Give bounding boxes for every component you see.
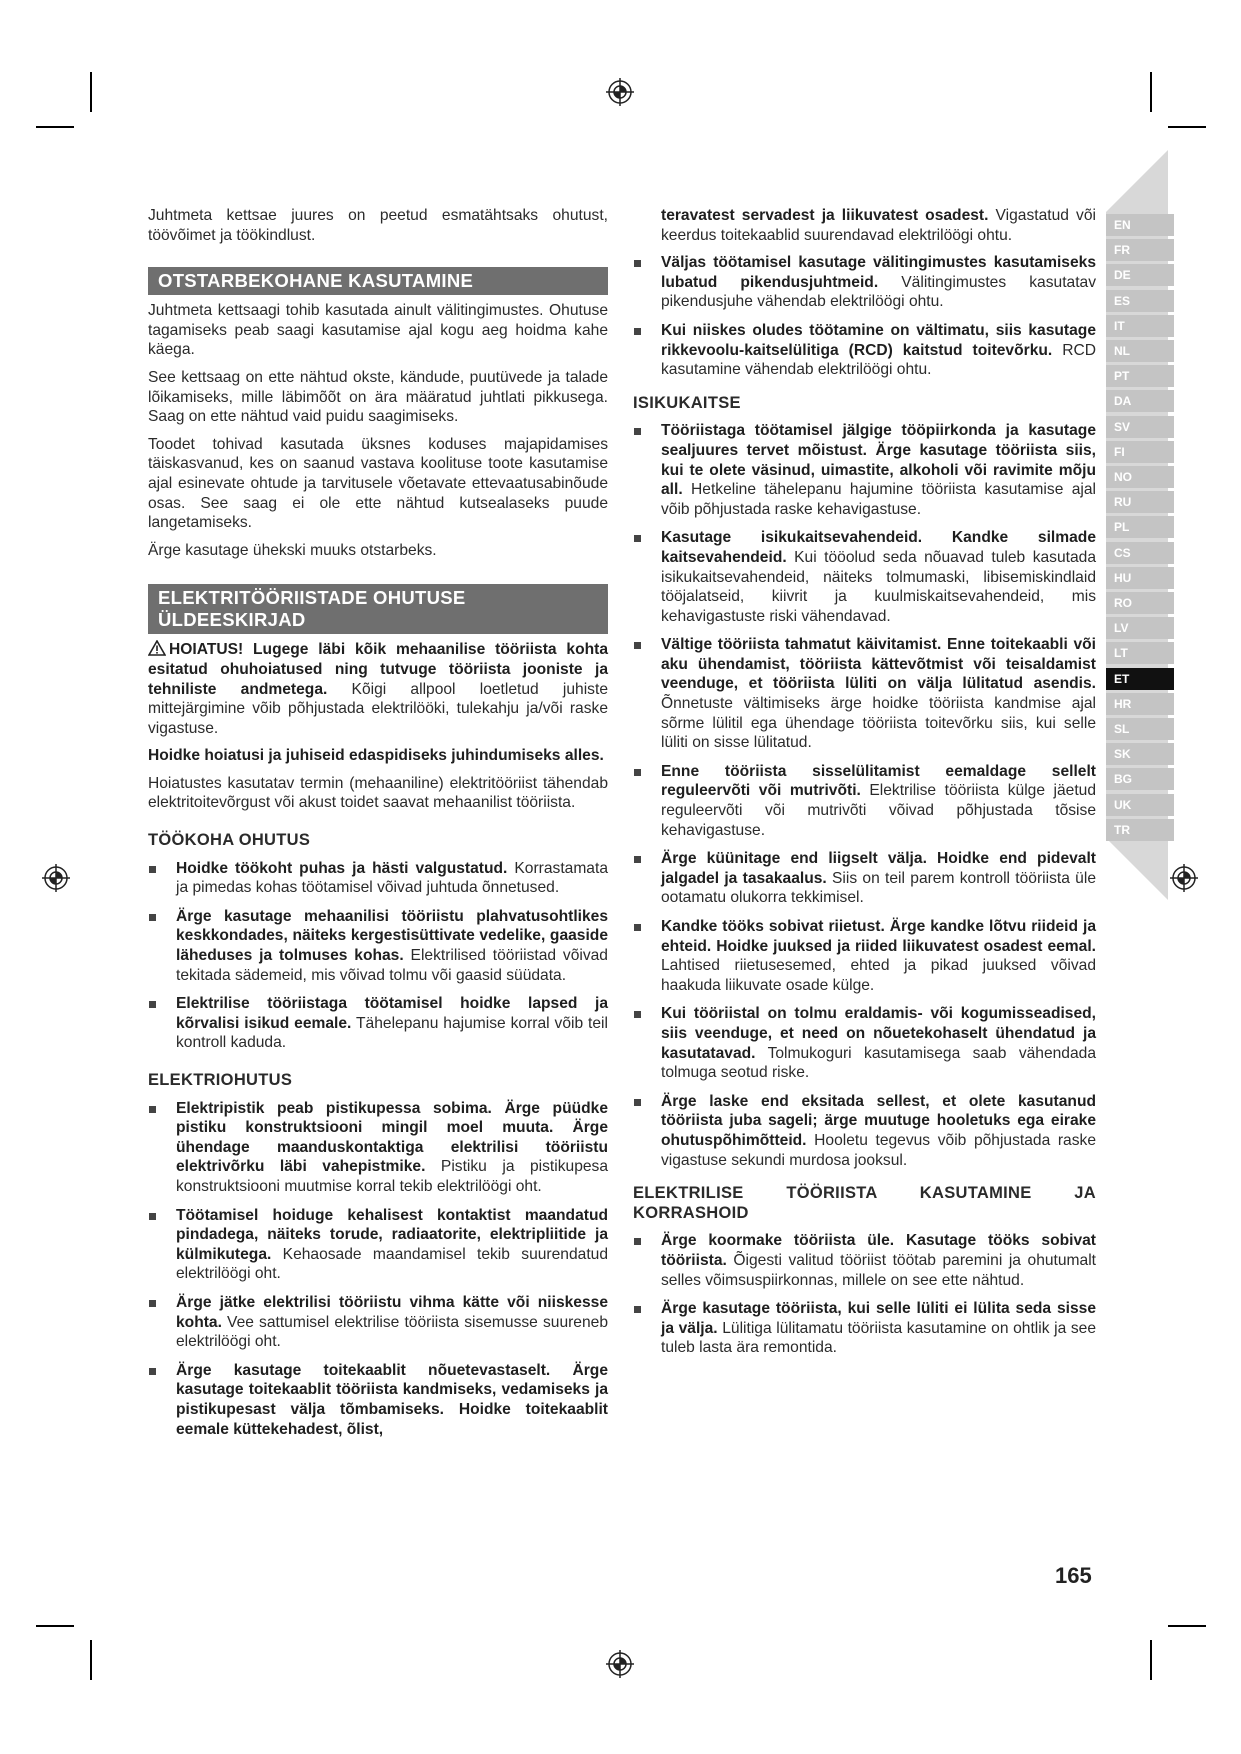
list-item	[148, 1361, 608, 1439]
bullet-list	[633, 1231, 1096, 1358]
list-item-text: Õigesti valitud tööriist töötab paremini ja ohutumalt selles võimsuspiirkonnas, millele on see ette nähtud.	[661, 1251, 1096, 1289]
bullet-list	[633, 253, 1096, 380]
list-item-bold: Kandke tööks sobivat riietust. Ärge kandke lõtvu riideid ja ehteid. Hoidke juuksed ja riided liikuvatest osadest eemal.	[661, 918, 1096, 955]
list-item	[633, 528, 1096, 626]
term-paragraph: Hoiatustes kasutatav termin (mehaaniline) elektritööriist tähendab elektritoitevõrgust või akust toidet saavat mehaanilist tööriista.	[148, 774, 608, 812]
language-tab-et[interactable]: ET	[1106, 668, 1174, 690]
language-tab-fr[interactable]: FR	[1106, 239, 1174, 261]
list-item-bold: Elektripistik peab pistikupessa sobima. Ärge püüdke pistiku konstruktsiooni mingil moel muuta. Ärge ühendage maanduskontaktiga elektrilisi tööriistu elektrivõrku läbi vahepistmike.	[176, 1099, 608, 1176]
list-item-text: Elektrilised tööriistad võivad tekitada sädemeid, mis võivad tolmu või gaasid süüdata.	[176, 947, 608, 984]
list-item	[148, 1293, 608, 1352]
list-item	[148, 859, 608, 898]
warning-text: Kõigi allpool loetletud juhiste mittejärgimine võib põhjustada elektrilööki, tulekahju ja/või raske vigastuse.	[148, 680, 608, 737]
paragraph: Ärge kasutage ühekski muuks otstarbeks.	[148, 541, 437, 559]
language-tab-es[interactable]: ES	[1106, 290, 1174, 312]
list-item-bold: Väljas töötamisel kasutage välitingimustes kasutamiseks lubatud pikendusjuhtmeid.	[661, 254, 1096, 291]
language-tab-sv[interactable]: SV	[1106, 416, 1174, 438]
language-tab-hr[interactable]: HR	[1106, 693, 1174, 715]
language-tab-tr[interactable]: TR	[1106, 819, 1174, 841]
page-number: 165	[1055, 1563, 1092, 1588]
crop-mark	[90, 1640, 92, 1680]
list-item-bold: Kui niiskes oludes töötamine on vältimatu, siis kasutage rikkevoolu-kaitselülitiga (RCD) kaitstud toitevõrku.	[661, 321, 1096, 359]
list-item-text: Vee sattumisel elektrilise tööriista sisemusse suureneb elektrilöögi oht.	[176, 1313, 608, 1351]
section-heading: OTSTARBEKOHANE KASUTAMINE	[148, 267, 608, 295]
list-item	[148, 1206, 608, 1284]
list-item	[633, 1299, 1096, 1358]
crop-mark	[1168, 1625, 1206, 1627]
heading-line: ELEKTRITÖÖRIISTADE OHUTUSE	[158, 587, 466, 609]
language-tab-cs[interactable]: CS	[1106, 542, 1174, 564]
right-column	[633, 206, 1096, 1367]
language-tab-hu[interactable]: HU	[1106, 567, 1174, 589]
intro-text: Juhtmeta kettsae juures on peetud esmatähtsaks ohutust, töövõimet ja töökindlust.	[148, 207, 608, 244]
list-item-bold: Ärge laske end eksitada sellest, et olete kasutanud tööriista juba sageli; ärge muutuge hooletuks ega eirake ohutuspõhimõtteid.	[661, 1092, 1096, 1149]
language-tab-en[interactable]: EN	[1106, 214, 1174, 236]
list-item-bold: Ärge küünitage end liigselt välja. Hoidke end pidevalt jalgadel ja tasakaalus.	[661, 850, 1096, 887]
list-item-text: Tähelepanu hajumise korral võib teil kontroll kaduda.	[176, 1014, 608, 1052]
subsection-heading: ISIKUKAITSE	[633, 393, 741, 412]
language-tab-de[interactable]: DE	[1106, 264, 1174, 286]
list-item-bold: Tööriistaga töötamisel jälgige tööpiirkonda ja kasutage sealjuures tervet mõistust. Ärge kasutage tööriista siis, kui te olete väsinud, uimastite, alkoholi või ravimite mõju all.	[661, 422, 1096, 499]
language-tab-da[interactable]: DA	[1106, 390, 1174, 412]
subsection-heading: ELEKTRILISE TÖÖRIISTA KASUTAMINE JA KORRASHOID	[633, 1184, 1096, 1222]
list-item	[633, 253, 1096, 312]
list-item-text: Kehaosade maandamisel tekib suurendatud elektrilöögi oht.	[176, 1245, 608, 1283]
paragraph: See kettsaag on ette nähtud okste, kändude, puutüvede ja talade lõikamiseks, mille läbimõõt on ära määratud juhtlati pikkusega. Saag on ette nähtud vaid puidu saagimiseks.	[148, 368, 608, 426]
list-item-text: Lülitiga lülitamatu tööriista kasutamine on ohtlik ja see tuleb lasta ära remontida.	[661, 1319, 1096, 1357]
heading-line: ÜLDEESKIRJAD	[158, 609, 306, 631]
list-item-bold: Ärge koormake tööriista üle. Kasutage tööks sobivat tööriista.	[661, 1232, 1096, 1269]
registration-mark-icon	[604, 76, 636, 108]
list-item	[633, 917, 1096, 995]
list-item-text: Tolmukoguri kasutamisega saab vähendada tolmuga seotud riske.	[661, 1044, 1096, 1082]
crop-mark	[36, 126, 74, 128]
crop-mark	[1150, 1640, 1152, 1680]
warning-paragraph	[148, 640, 608, 738]
list-item	[148, 1099, 608, 1197]
keep-instructions-text: Hoidke hoiatusi ja juhiseid edaspidiseks juhindumiseks alles.	[148, 747, 604, 765]
language-tab-bg[interactable]: BG	[1106, 768, 1174, 790]
crop-mark	[36, 1625, 74, 1627]
language-tab-ru[interactable]: RU	[1106, 491, 1174, 513]
list-item-text: Siis on teil parem kontroll tööriista üle ootamatu olukorra tekkimisel.	[661, 869, 1096, 907]
subsection-heading: TÖÖKOHA OHUTUS	[148, 831, 311, 850]
crop-mark	[1168, 126, 1206, 128]
list-item	[148, 994, 608, 1053]
language-tab-fi[interactable]: FI	[1106, 441, 1174, 463]
paragraph: Juhtmeta kettsaagi tohib kasutada ainult välitingimustes. Ohutuse tagamiseks peab saagi kasutamise ajal kogu aeg hoidma kahe käega.	[148, 302, 608, 359]
bullet-list	[148, 1099, 608, 1440]
language-tab-sk[interactable]: SK	[1106, 743, 1174, 765]
bullet-list	[633, 421, 1096, 1170]
continued-bold: teravatest servadest ja liikuvatest osadest.	[661, 207, 989, 224]
language-tab-ro[interactable]: RO	[1106, 592, 1174, 614]
list-item-bold: Kui tööriistal on tolmu eraldamis- või kogumisseadised, siis veenduge, et need on nõuetekohaselt ühendatud ja kasutatavad.	[661, 1005, 1096, 1062]
list-item-bold: Elektrilise tööriistaga töötamisel hoidke lapsed ja kõrvalisi isikud eemale.	[176, 995, 608, 1032]
warning-bold-text: HOIATUS! Lugege läbi kõik mehaanilise tööriista kohta esitatud ohuhoiatused ning tutvuge tööriista jooniste ja tehniliste andmetega.	[148, 641, 608, 698]
warning-triangle-icon	[148, 640, 166, 656]
registration-mark-icon	[40, 862, 72, 894]
language-tab-sl[interactable]: SL	[1106, 718, 1174, 740]
list-item-bold: Vältige tööriista tahmatut käivitamist. Enne toitekaabli või aku ühendamist, tööriista kättevõtmist või teisaldamist veenduge, et tööriista lüliti on välja lülitatud asendis.	[661, 636, 1096, 693]
list-item	[633, 1004, 1096, 1082]
crop-mark	[1150, 72, 1152, 112]
section-heading	[148, 584, 608, 634]
list-item-bold: Enne tööriista sisselülitamist eemaldage sellelt reguleervõti või mutrivõti.	[661, 762, 1096, 800]
language-tab-lv[interactable]: LV	[1106, 617, 1174, 639]
language-tab-it[interactable]: IT	[1106, 315, 1174, 337]
list-item-text: Hooletu tegevus võib põhjustada raske vigastuse sekundi murdosa jooksul.	[661, 1131, 1096, 1169]
list-item-text: Pistiku ja pistikupesa konstruktsiooni muutmise korral tekib elektrilöögi oht.	[176, 1158, 609, 1195]
list-item-bold: Ärge kasutage toitekaablit nõuetevastaselt. Ärge kasutage toitekaablit tööriista kandmiseks, vedamiseks ja pistikupesast välja tõmbamiseks. Hoidke toitekaablit eemale küttekehadest, õlist,	[176, 1361, 608, 1438]
list-item-text: Välitingimustes kasutatav pikendusjuhe vähendab elektrilöögi ohtu.	[661, 273, 1097, 311]
list-item-bold: Ärge kasutage tööriista, kui selle lüliti ei lülita seda sisse ja välja.	[661, 1300, 1096, 1337]
bullet-list	[148, 859, 608, 1053]
list-item	[633, 849, 1096, 908]
list-item-bold: Töötamisel hoiduge kehalisest kontaktist maandatud pindadega, näiteks torude, radiaatorite, elektripliitide ja külmikutega.	[176, 1206, 608, 1263]
subsection-heading: ELEKTRIOHUTUS	[148, 1071, 293, 1089]
language-tab-pl[interactable]: PL	[1106, 516, 1174, 538]
language-tab-pt[interactable]: PT	[1106, 365, 1174, 387]
list-item-text: Hetkeline tähelepanu hajumine tööriista kasutamise ajal võib põhjustada raske kehavigastuse.	[661, 481, 1096, 518]
list-item-bold: Kasutage isikukaitsevahendeid. Kandke silmade kaitsevahendeid.	[661, 529, 1096, 566]
list-item	[633, 1092, 1096, 1170]
list-item-bold: Ärge jätke elektrilisi tööriistu vihma kätte või niiskesse kohta.	[176, 1293, 608, 1331]
list-item-bold: Ärge kasutage mehaanilisi tööriistu plahvatusohtlikes keskkondades, näiteks kergestisüttivate vedelike, gaaside läheduses ja tolmuses kohas.	[176, 907, 608, 965]
list-item	[633, 1231, 1096, 1290]
language-tab-uk[interactable]: UK	[1106, 794, 1174, 816]
continued-text: Vigastatud või keerdus toitekaablid suurendavad elektrilöögi ohtu.	[661, 207, 1096, 244]
list-item	[633, 321, 1096, 380]
language-tab-lt[interactable]: LT	[1106, 642, 1174, 664]
list-item-text: Korrastamata ja pimedas kohas töötamisel võivad juhtuda õnnetused.	[176, 859, 608, 897]
list-item-text: Kui tööolud seda nõuavad tuleb kasutada isikukaitsevahendeid, näiteks tolmumaski, libisemiskindlaid tööjalatseid, kiivrit ja kuulmiskaitsevahendeid, mis kehavigastuste riski vähendavad.	[661, 548, 1096, 625]
list-item-text: RCD kasutamine vähendab elektrilöögi ohtu.	[661, 341, 1096, 379]
continued-item	[633, 206, 1096, 245]
list-item-text: Lahtised riietusesemed, ehted ja pikad juuksed võivad haakuda liikuvate osade külge.	[661, 957, 1096, 994]
list-item-text: Elektrilise tööriista külge jäetud reguleervõti või mutrivõti võivad põhjustada tõsise kehavigastuse.	[661, 782, 1096, 839]
list-item	[148, 907, 608, 985]
list-item	[633, 762, 1096, 840]
crop-mark	[90, 72, 92, 112]
list-item	[633, 421, 1096, 519]
list-item	[633, 635, 1096, 753]
list-item-text: Õnnetuste vältimiseks ärge hoidke tööriista kandmise ajal sõrme lülitil ega ühendage tööriista toitevõrku siis, kui selle lüliti on sisse lülitatud.	[661, 695, 1096, 752]
list-item-bold: Hoidke töökoht puhas ja hästi valgustatud.	[176, 859, 508, 877]
paragraph: Toodet tohivad kasutada üksnes koduses majapidamises täiskasvanud, kes on saanud vastava koolituse toote kasutamise ajal esinevate ohtude ja tarvitusele võetavate ettevaatusabinõude osas. See saag ei ole ette nähtud kutsealaseks puude langetamiseks.	[148, 435, 608, 532]
registration-mark-icon	[604, 1648, 636, 1680]
keep-instructions	[148, 746, 608, 766]
language-tab-nl[interactable]: NL	[1106, 340, 1174, 362]
left-column	[148, 206, 608, 1448]
language-tab-no[interactable]: NO	[1106, 466, 1174, 488]
